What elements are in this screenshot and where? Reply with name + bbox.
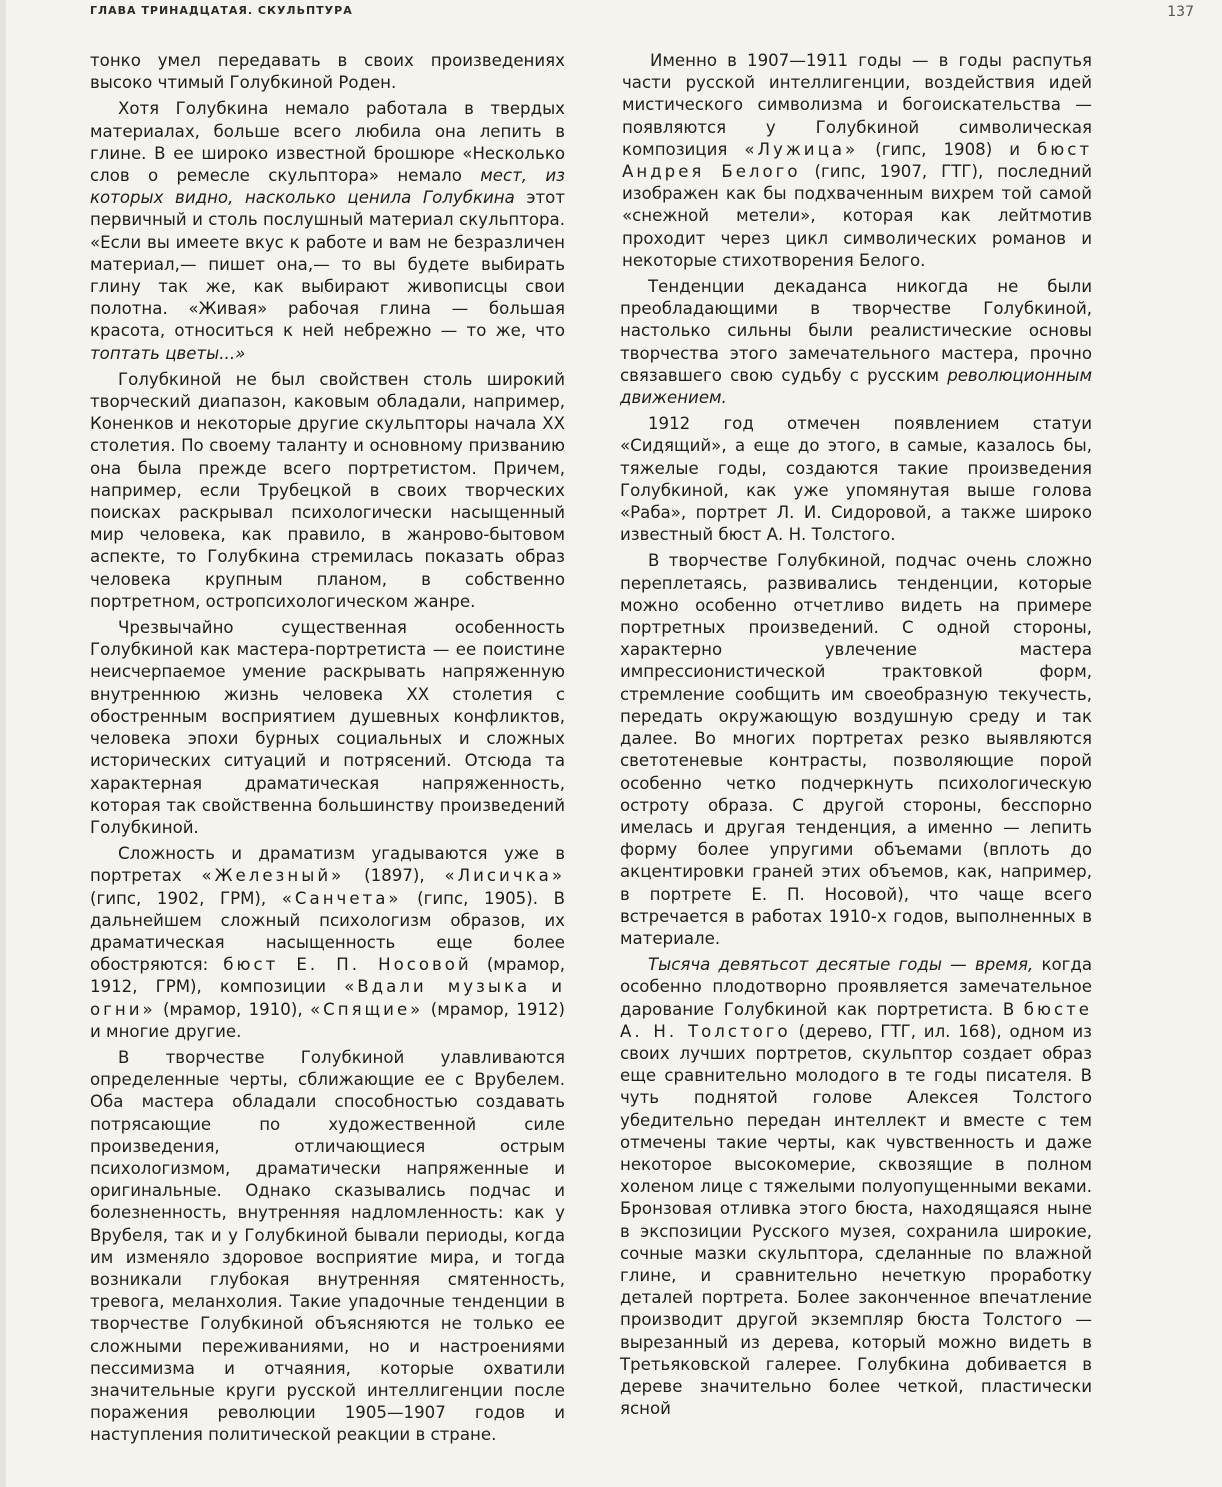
text-run-italic: революционным движением.	[620, 365, 1092, 408]
text-run: Сложность и драматизм угадываются уже в портретах	[90, 844, 565, 886]
right-column	[620, 50, 1092, 1424]
text-run: когда особенно плодотворно проявляется замечательное дарование Голубкиной как портретиста. В	[620, 955, 1093, 1019]
text-run: (мрамор, 1912) и многие другие.	[90, 999, 565, 1041]
text-run: (мрамор, 1912, ГРМ), композиции	[90, 955, 565, 997]
artwork-title: бюст Е. П. Носовой	[223, 955, 472, 975]
artwork-title: «Лисичка»	[444, 866, 565, 886]
paragraph	[620, 276, 1092, 409]
text-run: (гипс, 1907, ГТГ), последний изображен как бы подхваченным вихрем той самой «снежной метели», которая как лейтмотив проходит через цикл символических романов и некоторые стихотворения Белого.	[622, 162, 1092, 270]
paragraph: Голубкиной не был свойствен столь широкий творческий диапазон, каковым обладали, например, Коненков и некоторые другие скульпторы начала XX столетия. По своему таланту и основному призванию она была прежде всего портретистом. Причем, например, если Трубецкой в своих творческих поисках раскрывал психологически насыщенный мир человека, как правило, в жанрово-бытовом аспекте, то Голубкина стремилась показать образ человека крупным планом, в собственно портретном, остропсихологическом жанре.	[90, 369, 565, 611]
paragraph	[620, 954, 1092, 1420]
artwork-title: бюсте А. Н. Толстого	[620, 999, 1092, 1041]
artwork-title: «Спящие»	[309, 999, 424, 1019]
paragraph	[90, 98, 565, 364]
paragraph	[90, 843, 565, 1043]
paragraph: тонко умел передавать в своих произведениях высоко чтимый Голубкиной Роден.	[90, 51, 565, 93]
text-run: (мрамор, 1910),	[155, 999, 310, 1019]
page-number: 137	[1167, 4, 1194, 20]
running-head: ГЛАВА ТРИНАДЦАТАЯ. СКУЛЬПТУРА	[90, 4, 353, 17]
paragraph: Чрезвычайно существенная особенность Голубкиной как мастера-портретиста — ее поистине неисчерпаемое умение раскрывать напряженную внутреннюю жизнь человека XX столетия с обостренным восприятием душевных конфликтов, человека эпохи бурных социальных и сложных исторических ситуаций и потрясений. Отсюда та характерная драматическая напряженность, которая так свойственна большинству произведений Голубкиной.	[90, 618, 565, 837]
text-run: Именно в 1907—1911 годы — в годы распутья части русской интеллигенции, воздействия идей мистического символизма и богоискательства — появляются у Голубкиной символическая композиция	[622, 51, 1092, 159]
artwork-title: «Железный»	[201, 866, 345, 886]
text-run: (гипс, 1902, ГРМ),	[90, 888, 282, 908]
text-run: Хотя Голубкина немало работала в твердых материалах, больше всего любила она лепить в глине. В ее широко известной брошюре «Несколько слов о ремесле скульптора» немало	[90, 99, 565, 186]
text-run-italic: топтать цветы...»	[90, 343, 246, 363]
text-run-italic: Тысяча девятьсот десятые годы — время,	[648, 955, 1034, 975]
artwork-title: «Лужица»	[744, 139, 859, 159]
side-note	[620, 50, 1092, 272]
page-edge-shadow	[0, 0, 6, 1487]
text-run: (гипс, 1908) и	[858, 139, 1038, 159]
artwork-title: «Санчета»	[281, 888, 402, 908]
paragraph: В творчестве Голубкиной, подчас очень сложно переплетаясь, развивались тенденции, которые можно особенно отчетливо видеть на примере портретных произведений. С одной стороны, характерно увлечение мастера импрессионистической трактовкой форм, стремление сообщить им своеобразную текучесть, передать окружающую воздушную среду и так далее. Во многих портретах резко выявляются светотеневые контрасты, позволяющие порой особенно четко подчеркнуть психологическую остроту образа. С другой стороны, бесспорно имелась и другая тенденция, а именно — лепить форму более упругими объемами (вплоть до акцентировки граней этих объемов, как, например, в портрете Е. П. Носовой), что чаще всего встречается в работах 1910-х годов, выполненных в материале.	[620, 551, 1092, 948]
text-run: Тенденции декаданса никогда не были преобладающими в творчестве Голубкиной, настолько сильны были реалистические основы творчества этого замечательного мастера, прочно связавшего свою судьбу с русским	[620, 277, 1092, 385]
side-note: В творчестве Голубкиной улавливаются определенные черты, сближающие ее с Врубелем. Оба мастера обладали способностью создавать потрясающие по художественной силе произведения, отличающиеся острым психологизмом, драматически напряженные и оригинальные. Однако сказывались подчас и болезненность, внутренняя надломленность: как у Врубеля, так и у Голубкиной бывали периоды, когда им изменяло здоровое восприятие мира, и тогда возникали глубокая внутренняя смятенность, тревога, меланхолия. Такие упадочные тенденции в творчестве Голубкиной объясняются не только ее сложными переживаниями, но и настроениями пессимизма и отчаяния, которые охватили значительные круги русской интеллигенции после поражения революции 1905—1907 годов и наступления политической реакции в стране.	[90, 1047, 565, 1445]
left-column	[90, 50, 565, 1451]
text-run: этот первичный и столь послушный материал скульптора. «Если вы имеете вкус к работе и вам не безразличен материал,— пишет она,— то вы будете выбирать глину так же, как выбирают живописцы свои полотна. «Живая» рабочая глина — большая красота, относиться к ней небрежно — то же, что	[90, 188, 565, 341]
artwork-title: «Вдали музыка и огни»	[90, 977, 566, 1019]
artwork-title: бюст Андрея Белого	[622, 139, 1093, 182]
text-run: (гипс, 1905). В дальнейшем сложный психологизм образов, их драматическая насыщенность еще более обостряются:	[90, 888, 565, 975]
paragraph: 1912 год отмечен появлением статуи «Сидящий», а еще до этого, в самые, казалось бы, тяжелые годы, создаются такие произведения Голубкиной, как уже упомянутая выше голова «Раба», портрет Л. И. Сидоровой, а также широко известный бюст А. Н. Толстого.	[620, 414, 1092, 545]
text-run: (дерево, ГТГ, ил. 168), одном из своих лучших портретов, скульптор создает образ еще сравнительно молодого в те годы писателя. В чуть поднятой голове Алексея Толстого убедительно передан интеллект и вместе с тем отмечены такие черты, как чувственность и даже некоторое высокомерие, сквозящие в полном холеном лице с тяжелыми полуопущенными веками. Бронзовая отливка этого бюста, находящаяся ныне в экспозиции Русского музея, сохранила широкие, сочные мазки скульптора, сделанные по влажной глине, и сравнительно нечеткую проработку деталей портрета. Более законченное впечатление производит другой экземпляр бюста Толстого — вырезанный из дерева, который можно видеть в Третьяковской галерее. Голубкина добивается в дереве значительно более четкой, пластически ясной	[620, 1021, 1092, 1419]
text-run: (1897),	[344, 866, 445, 886]
text-run-italic: мест, из которых видно, насколько ценила Голубкина	[90, 166, 565, 208]
